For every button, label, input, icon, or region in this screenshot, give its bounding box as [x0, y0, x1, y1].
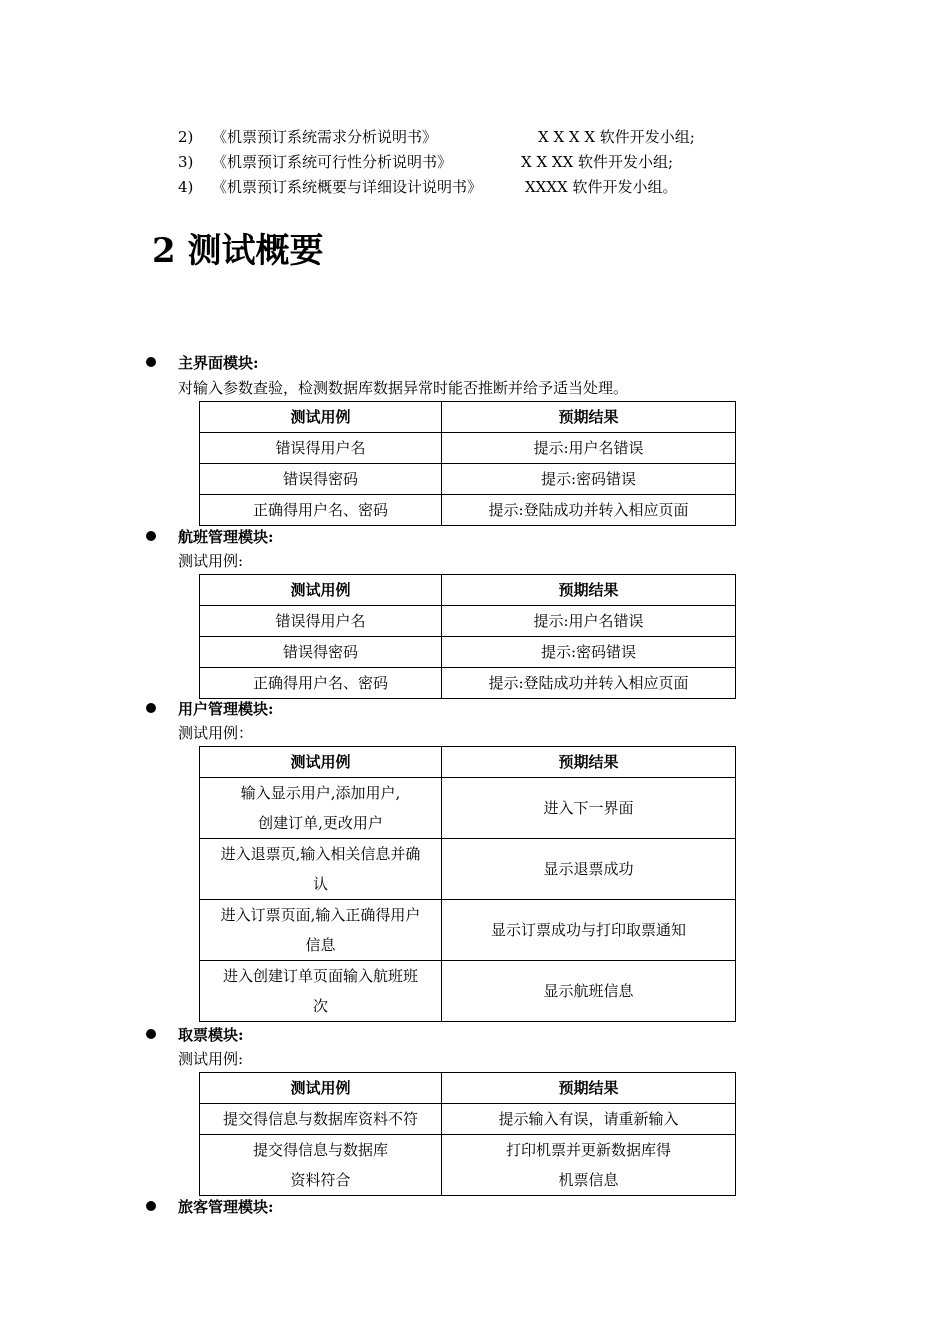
cell-line: 信息: [305, 936, 336, 954]
module-description: 测试用例：: [178, 724, 254, 742]
table-header: 预期结果: [442, 1073, 736, 1104]
test-case-table: [199, 574, 736, 699]
table-header: 测试用例: [200, 747, 442, 778]
reference-title: 《机票预订系统可行性分析说明书》: [212, 153, 453, 171]
test-case-table: [199, 401, 736, 526]
table-cell: 提示:密码错误: [442, 464, 736, 495]
table-cell: 错误得用户名: [200, 606, 442, 637]
table-row: [200, 1135, 736, 1196]
cell-line: 进入创建订单页面输入航班班: [222, 967, 418, 985]
table-cell: 提示:用户名错误: [442, 433, 736, 464]
table-cell: 错误得用户名: [200, 433, 442, 464]
table-cell: 进入下一界面: [442, 778, 736, 839]
cell-line: 打印机票并更新数据库得: [505, 1141, 671, 1159]
reference-number: 4): [178, 178, 194, 196]
bullet-icon: [146, 1201, 156, 1211]
module-description: 测试用例:: [178, 1050, 244, 1068]
reference-title: 《机票预订系统概要与详细设计说明书》: [212, 178, 483, 196]
table-cell: [442, 1135, 736, 1196]
table-cell: 提交得信息与数据库资料不符: [200, 1104, 442, 1135]
table-row: [200, 1104, 736, 1135]
cell-line: 创建订单,更改用户: [258, 814, 383, 832]
table-header: 测试用例: [200, 575, 442, 606]
bullet-icon: [146, 531, 156, 541]
table-header: 测试用例: [200, 1073, 442, 1104]
table-cell: [200, 778, 442, 839]
table-header: 测试用例: [200, 402, 442, 433]
table-header: 预期结果: [442, 575, 736, 606]
table-cell: 提示:用户名错误: [442, 606, 736, 637]
cell-line: 次: [312, 997, 328, 1015]
table-cell: 正确得用户名、密码: [200, 495, 442, 526]
table-cell: 错误得密码: [200, 464, 442, 495]
reference-number: 2): [178, 128, 194, 146]
cell-line: 提交得信息与数据库: [252, 1141, 388, 1159]
table-cell: 提示:登陆成功并转入相应页面: [442, 495, 736, 526]
table-row: [200, 839, 736, 900]
table-row: [200, 464, 736, 495]
reference-title: 《机票预订系统需求分析说明书》: [212, 128, 438, 146]
reference-org: X X XX 软件开发小组;: [521, 153, 674, 171]
table-row: [200, 961, 736, 1022]
module-title: 旅客管理模块:: [178, 1198, 274, 1216]
section-heading: 2 测试概要: [152, 231, 324, 271]
cell-line: 机票信息: [558, 1171, 619, 1189]
reference-org: XXXX 软件开发小组。: [525, 178, 678, 196]
table-cell: [200, 839, 442, 900]
table-header: 预期结果: [442, 747, 736, 778]
table-cell: 错误得密码: [200, 637, 442, 668]
table-cell: 显示航班信息: [442, 961, 736, 1022]
cell-line: 认: [312, 875, 328, 893]
table-row: [200, 668, 736, 699]
table-header: 预期结果: [442, 402, 736, 433]
table-cell: 提示:密码错误: [442, 637, 736, 668]
table-cell: 显示订票成功与打印取票通知: [442, 900, 736, 961]
bullet-icon: [146, 703, 156, 713]
bullet-icon: [146, 1029, 156, 1039]
table-cell: [200, 1135, 442, 1196]
module-title: 主界面模块:: [178, 354, 259, 372]
module-title: 航班管理模块:: [178, 528, 274, 546]
table-cell: [200, 961, 442, 1022]
module-title: 取票模块:: [178, 1026, 244, 1044]
table-row: [200, 778, 736, 839]
table-row: [200, 637, 736, 668]
table-row: [200, 606, 736, 637]
bullet-icon: [146, 357, 156, 367]
module-description: 测试用例:: [178, 552, 244, 570]
test-case-table: [199, 746, 736, 1022]
cell-line: 进入退票页,输入相关信息并确: [220, 845, 421, 863]
test-case-table: [199, 1072, 736, 1196]
table-cell: 显示退票成功: [442, 839, 736, 900]
table-cell: 提示:登陆成功并转入相应页面: [442, 668, 736, 699]
reference-org: X X X X 软件开发小组;: [538, 128, 695, 146]
reference-number: 3): [178, 153, 194, 171]
module-description: 对输入参数查验，检测数据库数据异常时能否推断并给予适当处理。: [178, 379, 629, 397]
table-cell: 正确得用户名、密码: [200, 668, 442, 699]
table-cell: 提示输入有误，请重新输入: [442, 1104, 736, 1135]
table-row: [200, 900, 736, 961]
table-cell: [200, 900, 442, 961]
cell-line: 输入显示用户,添加用户,: [240, 784, 401, 802]
module-title: 用户管理模块:: [178, 700, 274, 718]
cell-line: 进入订票页面,输入正确得用户: [220, 906, 421, 924]
cell-line: 资料符合: [290, 1171, 351, 1189]
table-row: [200, 433, 736, 464]
table-row: [200, 495, 736, 526]
